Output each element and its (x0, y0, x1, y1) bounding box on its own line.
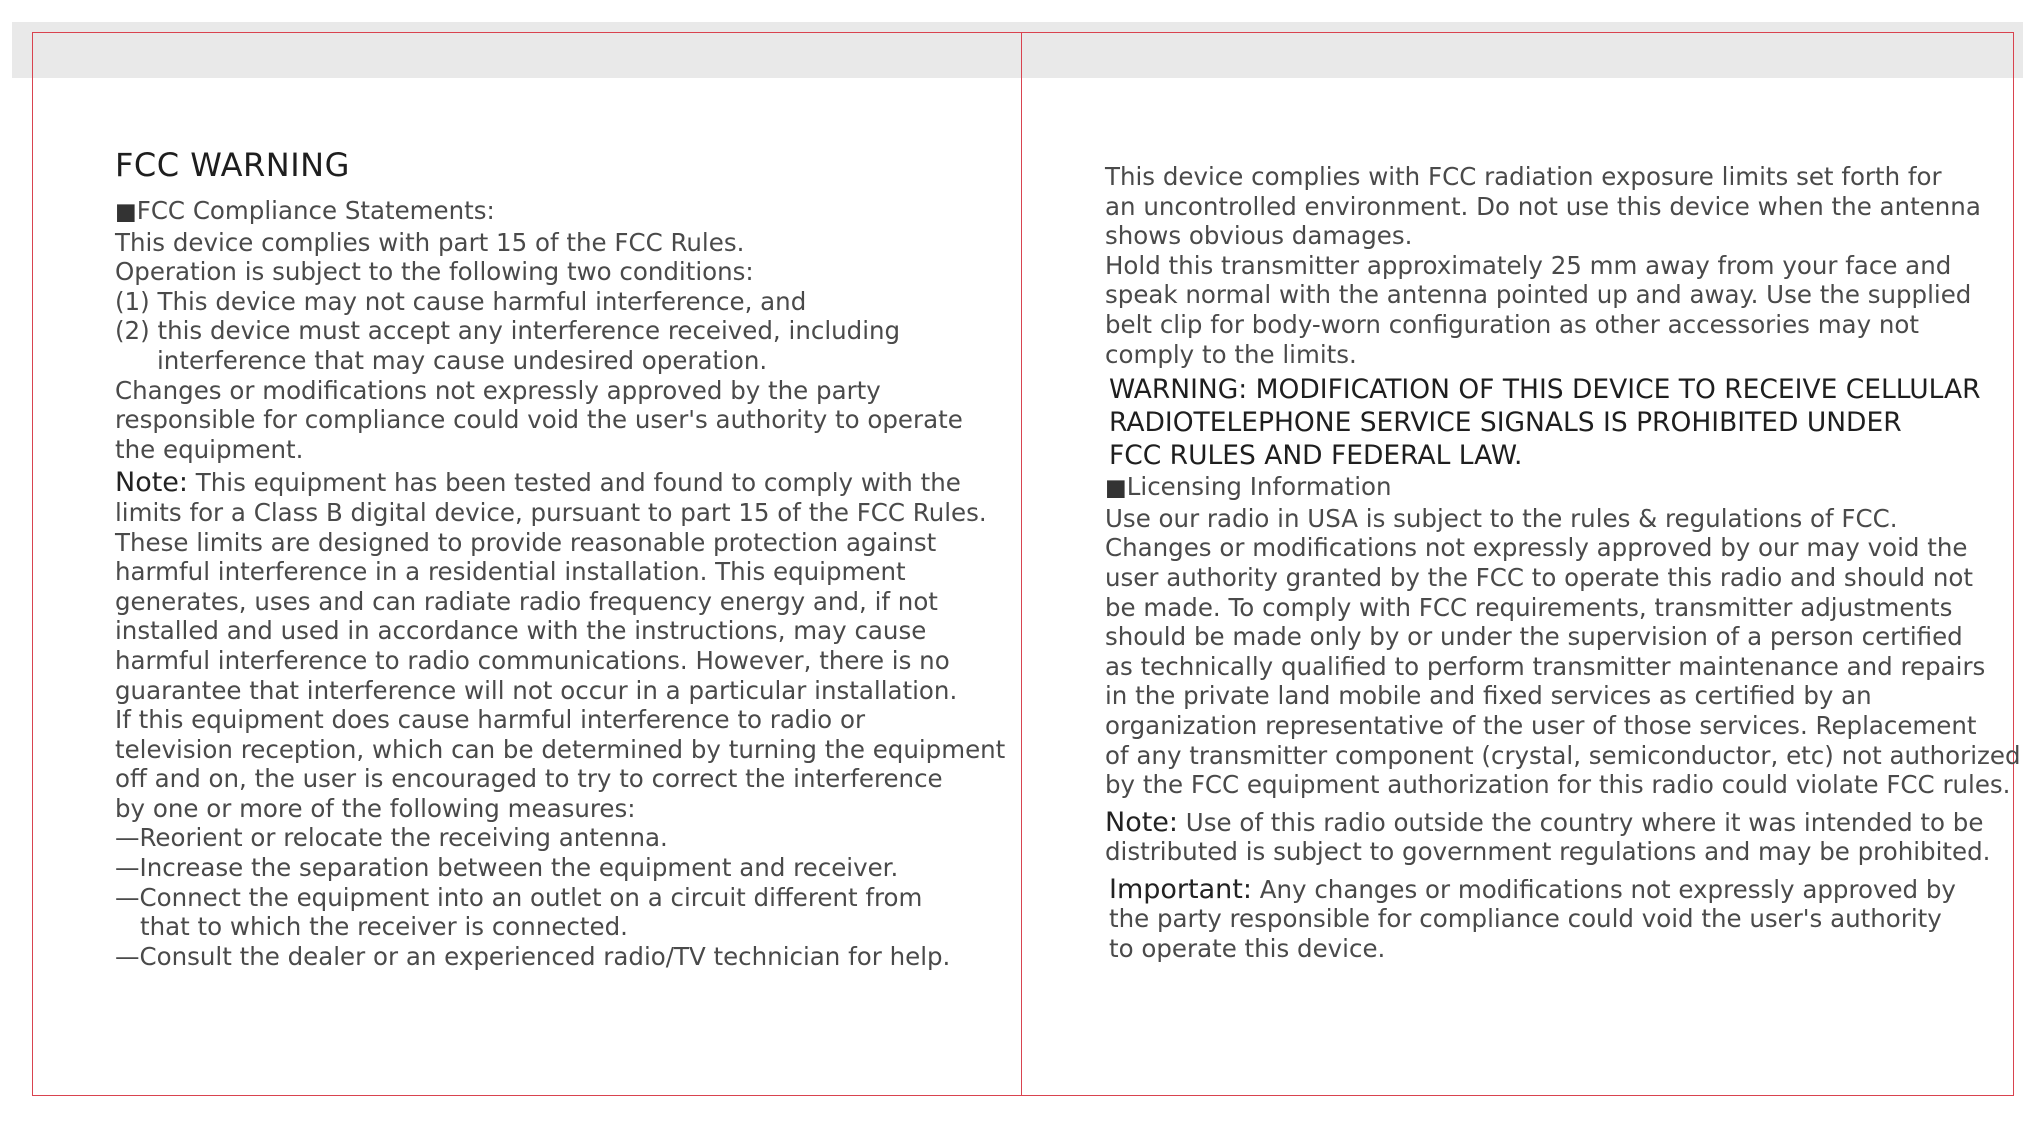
compliance-line: interference that may cause undesired operation. (157, 345, 768, 375)
square-bullet-icon: ■ (1105, 475, 1127, 502)
licensing-line: Changes or modifications not expressly approved by our may void the (1105, 533, 1968, 563)
square-bullet-icon: ■ (115, 199, 137, 225)
left-page-content (115, 146, 1006, 971)
warning-line: RADIOTELEPHONE SERVICE SIGNALS IS PROHIBITED UNDER (1109, 407, 1902, 439)
compliance-heading: ■FCC Compliance Statements: (115, 196, 495, 225)
note-line: guarantee that interference will not occur in a particular installation. (115, 675, 958, 705)
exposure-line: an uncontrolled environment. Do not use this device when the antenna (1105, 191, 1981, 221)
licensing-line: of any transmitter component (crystal, semiconductor, etc) not authorized (1105, 740, 2021, 770)
note-label: Note: (1105, 806, 1179, 838)
note-paragraph: Note: This equipment has been tested and found to comply with the (115, 467, 961, 499)
measure-item-continued: that to which the receiver is connected. (140, 912, 628, 942)
measure-item: —Connect the equipment into an outlet on a circuit different from (115, 882, 923, 912)
exposure-line: This device complies with FCC radiation exposure limits set forth for (1105, 162, 1942, 191)
note-line: installed and used in accordance with the instructions, may cause (115, 616, 927, 646)
exposure-line: speak normal with the antenna pointed up and away. Use the supplied (1105, 280, 1972, 310)
note-line: harmful interference in a residential installation. This equipment (115, 557, 906, 587)
note-line: television reception, which can be determined by turning the equipment (115, 734, 1006, 764)
compliance-line: Operation is subject to the following two conditions: (115, 257, 754, 287)
licensing-line: as technically qualified to perform transmitter maintenance and repairs (1105, 651, 1986, 681)
note-line: harmful interference to radio communications. However, there is no (115, 645, 950, 675)
warning-line: FCC RULES AND FEDERAL LAW. (1109, 440, 1523, 472)
measure-item: —Reorient or relocate the receiving antenna. (115, 823, 668, 853)
note-line: off and on, the user is encouraged to try to correct the interference (115, 764, 943, 794)
licensing-line: should be made only by or under the supervision of a person certified (1105, 622, 1963, 652)
compliance-line: (2) this device must accept any interference received, including (115, 316, 901, 346)
licensing-line: be made. To comply with FCC requirements, transmitter adjustments (1105, 592, 1953, 622)
measure-item: —Increase the separation between the equipment and receiver. (115, 853, 899, 883)
licensing-line: by the FCC equipment authorization for this radio could violate FCC rules. (1105, 770, 2011, 800)
licensing-line: Use our radio in USA is subject to the rules & regulations of FCC. (1105, 503, 1898, 533)
note-line: by one or more of the following measures: (115, 793, 636, 823)
warning-line: WARNING: MODIFICATION OF THIS DEVICE TO RECEIVE CELLULAR (1109, 374, 1981, 406)
exposure-line: comply to the limits. (1105, 339, 1357, 369)
changes-line: responsible for compliance could void the user's authority to operate (115, 405, 963, 435)
licensing-line: organization representative of the user of those services. Replacement (1105, 710, 1977, 740)
note-line: If this equipment does cause harmful interference to radio or (115, 705, 866, 735)
compliance-line: This device complies with part 15 of the FCC Rules. (115, 227, 745, 257)
changes-line: Changes or modifications not expressly approved by the party (115, 375, 881, 405)
note-line: distributed is subject to government regulations and may be prohibited. (1105, 837, 1991, 867)
note-line: These limits are designed to provide reasonable protection against (115, 527, 937, 557)
licensing-line: in the private land mobile and fixed services as certified by an (1105, 681, 1872, 711)
important-line: to operate this device. (1109, 934, 1386, 964)
exposure-line: shows obvious damages. (1105, 221, 1413, 251)
exposure-line: Hold this transmitter approximately 25 mm away from your face and (1105, 250, 1952, 280)
measure-item: —Consult the dealer or an experienced radio/TV technician for help. (115, 941, 951, 971)
page-title: FCC WARNING (115, 146, 350, 184)
important-paragraph: Important: Any changes or modifications not expressly approved by (1109, 873, 1956, 905)
note-paragraph: Note: Use of this radio outside the country where it was intended to be (1105, 806, 1984, 838)
note-line: limits for a Class B digital device, pursuant to part 15 of the FCC Rules. (115, 497, 987, 527)
exposure-line: belt clip for body-worn configuration as other accessories may not (1105, 309, 1919, 339)
note-line: generates, uses and can radiate radio frequency energy and, if not (115, 586, 938, 616)
licensing-heading: ■Licensing Information (1105, 472, 1392, 502)
note-label: Note: (115, 467, 189, 499)
important-line: the party responsible for compliance could void the user's authority (1109, 904, 1942, 934)
licensing-line: user authority granted by the FCC to operate this radio and should not (1105, 562, 1974, 592)
changes-line: the equipment. (115, 434, 304, 464)
right-page-content (1105, 162, 2021, 964)
compliance-line: (1) This device may not cause harmful interference, and (115, 286, 807, 316)
important-label: Important: (1109, 873, 1252, 905)
